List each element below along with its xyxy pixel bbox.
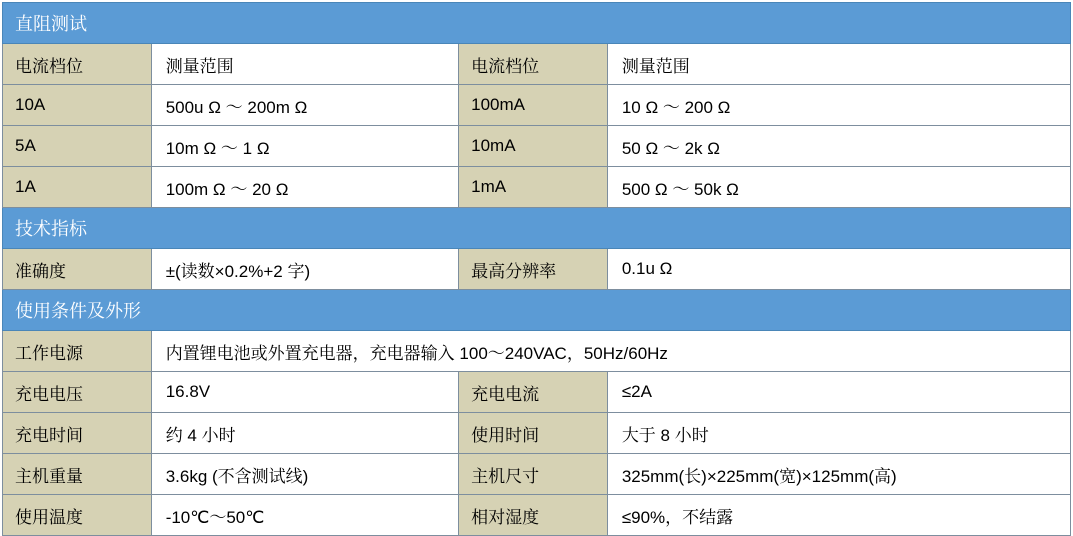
section-title-tech-specs: 技术指标 bbox=[3, 208, 1071, 249]
label-charge-voltage: 充电电压 bbox=[3, 372, 152, 413]
value-humidity: ≤90%，不结露 bbox=[607, 495, 1070, 536]
section-header-row bbox=[3, 3, 1071, 44]
column-header-measure-range-left: 测量范围 bbox=[151, 44, 458, 85]
table-row bbox=[3, 413, 1071, 454]
value-charge-voltage: 16.8V bbox=[151, 372, 458, 413]
value-charge-time: 约 4 小时 bbox=[151, 413, 458, 454]
range-value-5a: 10m Ω ～ 1 Ω bbox=[151, 126, 458, 167]
column-header-current-range-left: 电流档位 bbox=[3, 44, 152, 85]
label-charge-current: 充电电流 bbox=[459, 372, 608, 413]
label-accuracy: 准确度 bbox=[3, 249, 152, 290]
value-working-power: 内置锂电池或外置充电器，充电器输入 100～240VAC，50Hz/60Hz bbox=[151, 331, 1070, 372]
table-row bbox=[3, 167, 1071, 208]
table-row bbox=[3, 85, 1071, 126]
section-header-row bbox=[3, 208, 1071, 249]
table-row bbox=[3, 44, 1071, 85]
table-row bbox=[3, 249, 1071, 290]
value-weight: 3.6kg (不含测试线) bbox=[151, 454, 458, 495]
label-humidity: 相对湿度 bbox=[459, 495, 608, 536]
specification-table bbox=[2, 2, 1071, 536]
range-value-1a: 100m Ω ～ 20 Ω bbox=[151, 167, 458, 208]
range-label-10a: 10A bbox=[3, 85, 152, 126]
value-size: 325mm(长)×225mm(宽)×125mm(高) bbox=[607, 454, 1070, 495]
range-label-5a: 5A bbox=[3, 126, 152, 167]
table-row bbox=[3, 495, 1071, 536]
value-use-time: 大于 8 小时 bbox=[607, 413, 1070, 454]
range-label-10ma: 10mA bbox=[459, 126, 608, 167]
table-row bbox=[3, 126, 1071, 167]
value-resolution: 0.1u Ω bbox=[607, 249, 1070, 290]
column-header-measure-range-right: 测量范围 bbox=[607, 44, 1070, 85]
table-row bbox=[3, 372, 1071, 413]
range-value-100ma: 10 Ω ～ 200 Ω bbox=[607, 85, 1070, 126]
range-value-10ma: 50 Ω ～ 2k Ω bbox=[607, 126, 1070, 167]
table-row bbox=[3, 454, 1071, 495]
value-accuracy: ±(读数×0.2%+2 字) bbox=[151, 249, 458, 290]
label-size: 主机尺寸 bbox=[459, 454, 608, 495]
range-label-100ma: 100mA bbox=[459, 85, 608, 126]
label-resolution: 最高分辨率 bbox=[459, 249, 608, 290]
range-value-1ma: 500 Ω ～ 50k Ω bbox=[607, 167, 1070, 208]
label-charge-time: 充电时间 bbox=[3, 413, 152, 454]
range-value-10a: 500u Ω ～ 200m Ω bbox=[151, 85, 458, 126]
range-label-1ma: 1mA bbox=[459, 167, 608, 208]
value-temperature: -10℃～50℃ bbox=[151, 495, 458, 536]
section-title-resistance-test: 直阻测试 bbox=[3, 3, 1071, 44]
table-row bbox=[3, 331, 1071, 372]
label-weight: 主机重量 bbox=[3, 454, 152, 495]
value-charge-current: ≤2A bbox=[607, 372, 1070, 413]
label-working-power: 工作电源 bbox=[3, 331, 152, 372]
label-temperature: 使用温度 bbox=[3, 495, 152, 536]
label-use-time: 使用时间 bbox=[459, 413, 608, 454]
column-header-current-range-right: 电流档位 bbox=[459, 44, 608, 85]
section-title-conditions: 使用条件及外形 bbox=[3, 290, 1071, 331]
range-label-1a: 1A bbox=[3, 167, 152, 208]
section-header-row bbox=[3, 290, 1071, 331]
